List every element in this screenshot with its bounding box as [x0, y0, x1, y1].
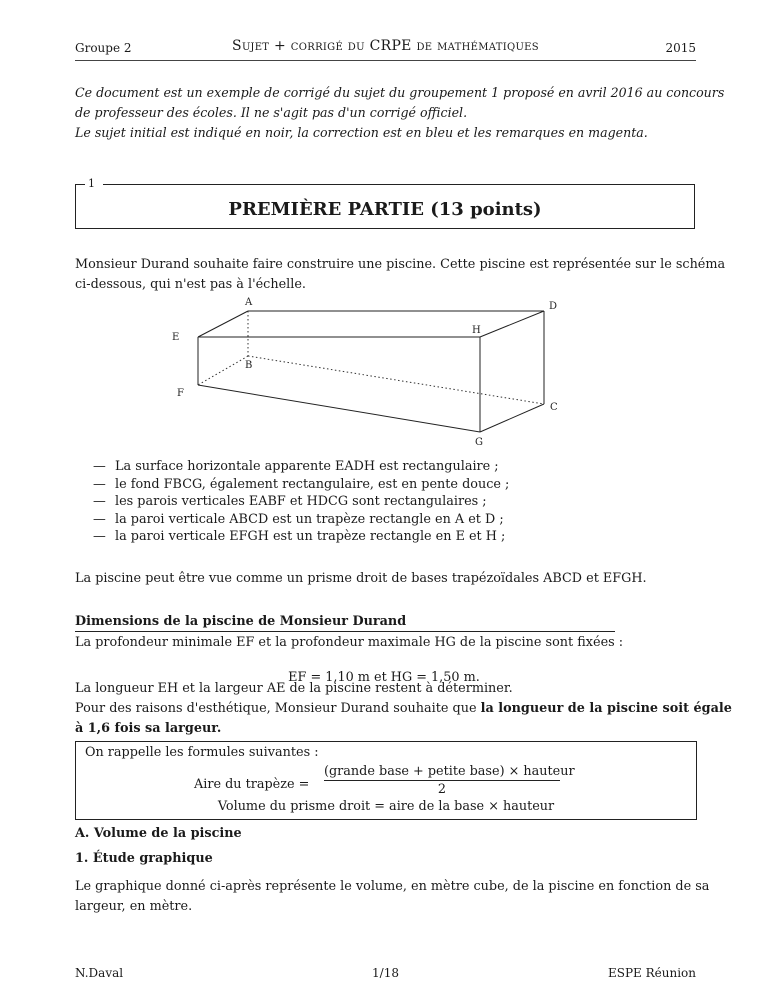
pool-properties-list [93, 458, 509, 546]
part-box [75, 177, 695, 229]
trapezoid-area-label: Aire du trapèze = [194, 777, 310, 792]
label-B: B [245, 360, 253, 371]
footer-author: N.Daval [75, 966, 124, 980]
header-year: 2015 [665, 41, 696, 55]
paragraph-line: Le graphique donné ci-après représente le volume, en mètre cube, de la piscine en fonction de sa [75, 879, 710, 894]
bold-requirement: à 1,6 fois sa largeur. [75, 721, 222, 736]
label-G: G [475, 437, 483, 448]
part-number: 1 [88, 177, 95, 190]
edge-DH [480, 311, 544, 337]
bold-requirement: la longueur de la piscine soit égale [480, 701, 732, 716]
length-paragraph [75, 679, 732, 739]
label-F: F [177, 388, 184, 399]
label-C: C [550, 402, 558, 413]
edge-EA [198, 311, 248, 337]
formula-reminder-box [75, 741, 697, 820]
prism-volume-formula: Volume du prisme droit = aire de la base × hauteur [217, 799, 555, 814]
label-H: H [472, 325, 481, 336]
footer-institution: ESPE Réunion [607, 966, 696, 980]
intro-line: Le sujet initial est indiqué en noir, la correction est en bleu et les remarques en magenta. [75, 125, 648, 140]
trapezoid-area-fraction [324, 764, 575, 797]
prism-paragraph: La piscine peut être vue comme un prisme droit de bases trapézoïdales ABCD et EFGH. [75, 571, 647, 586]
label-A: A [245, 297, 253, 308]
list-item: — La surface horizontale apparente EADH est rectangulaire ; [93, 459, 499, 474]
fraction-denominator: 2 [437, 782, 447, 797]
paragraph-line: Pour des raisons d'esthétique, Monsieur Durand souhaite que la longueur de la piscine soit égale [75, 701, 732, 716]
intro-line: Ce document est un exemple de corrigé du sujet du groupement 1 proposé en avril 2016 au concours [75, 85, 725, 100]
list-item: — les parois verticales EABF et HDCG sont rectangulaires ; [93, 494, 487, 509]
hidden-edge-BF [198, 356, 248, 385]
fraction-numerator: (grande base + petite base) × hauteur [324, 764, 575, 779]
edge-FG [198, 385, 480, 432]
depth-formula-text: EF = 1,10 m et HG = 1,50 m. [288, 670, 480, 685]
header-rule [75, 60, 696, 61]
header-group: Groupe 2 [75, 41, 132, 55]
dimensions-underline [75, 631, 615, 632]
list-item: — la paroi verticale EFGH est un trapèze rectangle en E et H ; [93, 529, 506, 544]
label-E: E [172, 332, 180, 343]
dimensions-text: La profondeur minimale EF et la profondeur maximale HG de la piscine sont fixées : [75, 635, 624, 650]
label-D: D [549, 301, 558, 312]
footer-page-number: 1/18 [372, 966, 399, 980]
paragraph-line [75, 719, 697, 739]
page-footer [75, 966, 696, 982]
pool-diagram [150, 292, 570, 452]
box-top-left-border [75, 184, 85, 185]
list-item: — le fond FBCG, également rectangulaire, est en pente douce ; [93, 476, 510, 492]
paragraph-line: ci-dessous, qui n'est pas à l'échelle. [75, 277, 306, 292]
paragraph-line: La longueur EH et la largeur AE de la piscine restent à déterminer. [75, 681, 513, 696]
section-a-title: A. Volume de la piscine [75, 826, 242, 841]
paragraph-line: largeur, en mètre. [75, 899, 193, 914]
header-title: Sujet + corrigé du CRPE de mathématiques [232, 38, 539, 54]
page-header [75, 38, 696, 58]
box-top-right-border [103, 184, 695, 185]
intro-note [75, 83, 725, 143]
list-item: — la paroi verticale ABCD est un trapèze rectangle en A et D ; [93, 511, 504, 527]
intro-paragraph [75, 255, 726, 295]
dimensions-heading: Dimensions de la piscine de Monsieur Durand [75, 614, 407, 629]
section-1-title: 1. Étude graphique [75, 851, 213, 866]
reminder-intro: On rappelle les formules suivantes : [85, 745, 319, 760]
part-title: PREMIÈRE PARTIE (13 points) [228, 199, 542, 220]
graph-paragraph [75, 877, 710, 917]
paragraph-line: Monsieur Durand souhaite faire construire une piscine. Cette piscine est représentée sur le schéma [75, 257, 726, 272]
edge-GC [480, 404, 544, 432]
hidden-edge-BC [248, 356, 544, 404]
intro-line: de professeur des écoles. Il ne s'agit pas d'un corrigé officiel. [75, 105, 468, 120]
